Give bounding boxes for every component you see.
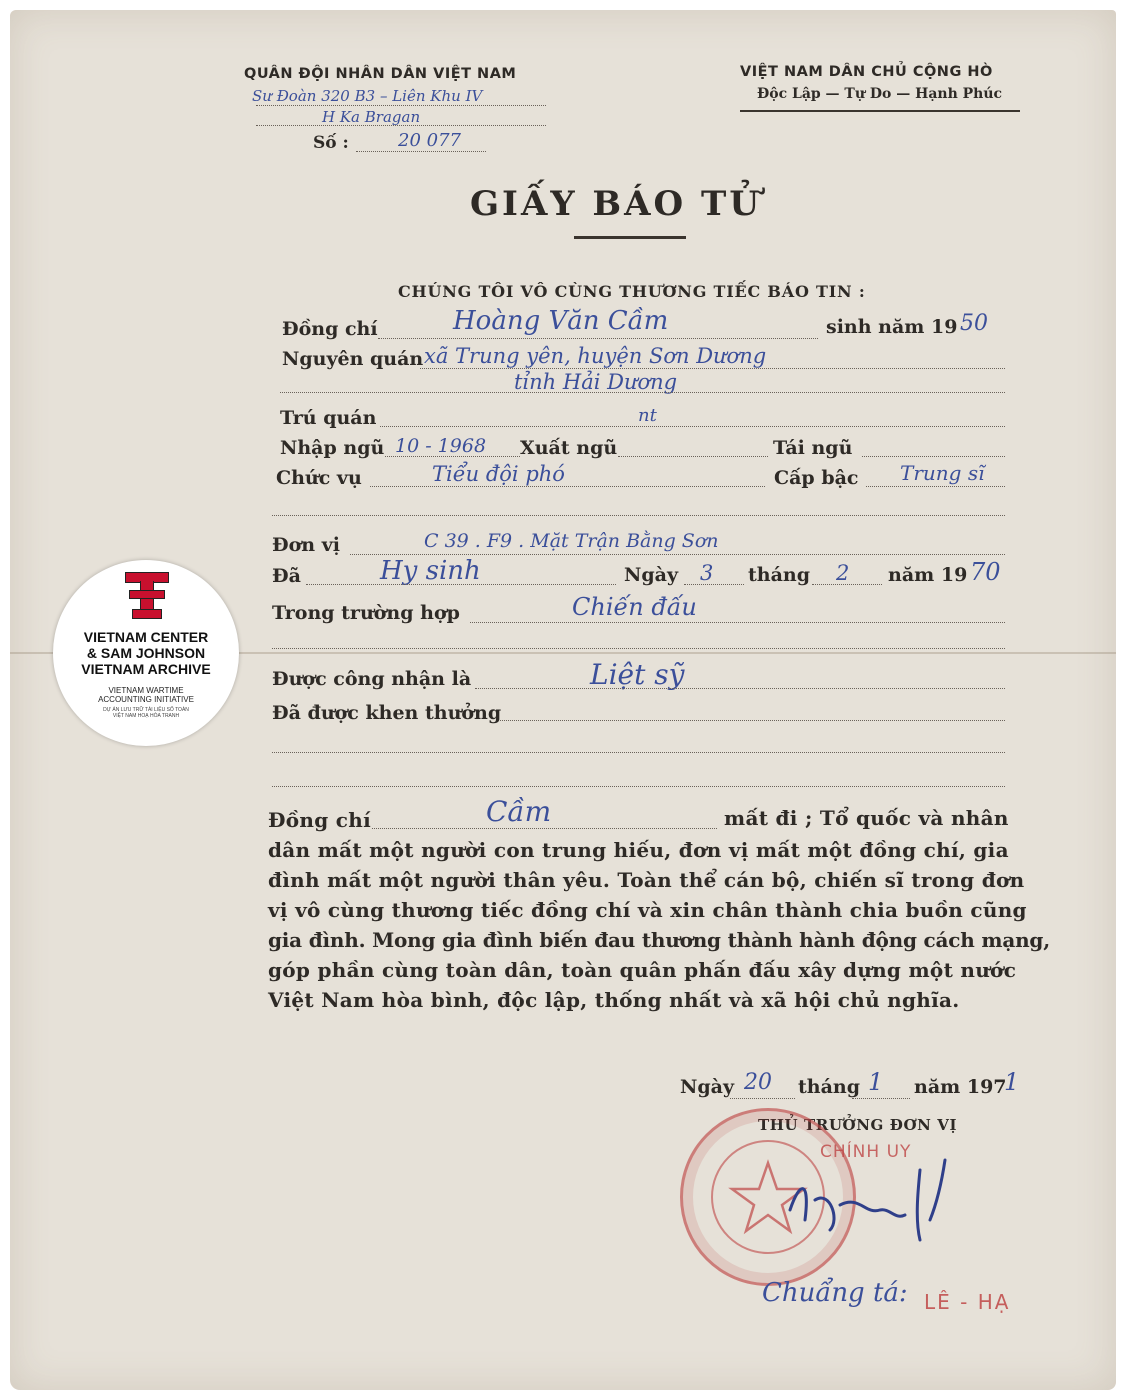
don-vi-dots — [350, 554, 1005, 555]
nam-value: 70 — [970, 558, 1001, 586]
tru-quan-label: Trú quán — [280, 407, 377, 429]
motto: Độc Lập — Tự Do — Hạnh Phúc — [757, 86, 1003, 102]
footer-thang-dots — [852, 1098, 910, 1099]
khen-thuong-label: Đã được khen thưởng — [272, 702, 502, 724]
cong-nhan-label: Được công nhận là — [272, 668, 472, 690]
unit-line-1: Sư Đoàn 320 B3 – Liên Khu IV — [252, 87, 483, 105]
nguyen-quan-dots-2 — [280, 392, 1005, 393]
title-ornament — [574, 236, 686, 239]
xuat-ngu-dots — [618, 456, 768, 457]
page-title: GIẤY BÁO TỬ — [470, 184, 762, 224]
so-value: 20 077 — [398, 130, 461, 151]
badge-line-1: VIETNAM CENTER — [83, 629, 209, 645]
khen-thuong-dots-3 — [272, 786, 1005, 787]
ngay-value: 3 — [700, 561, 714, 585]
ngay-label: Ngày — [624, 564, 679, 586]
chuc-vu-signer-label: Chuẩng tá: — [762, 1278, 908, 1308]
unit-line-1-dots — [256, 105, 546, 106]
chuc-vu-dots — [370, 486, 765, 487]
nguyen-quan-dots-1 — [420, 368, 1005, 369]
nguyen-quan-label: Nguyên quán — [282, 348, 424, 370]
handwritten-signature — [770, 1150, 980, 1250]
badge-line-6: DỰ ÁN LƯU TRỮ TÀI LIỆU SỐ TOÀN — [103, 707, 189, 713]
sinh-nam-label: sinh năm 19 — [826, 316, 958, 338]
da-label: Đã — [272, 565, 301, 587]
footer-nam-value: 1 — [1004, 1068, 1020, 1096]
body-line5: gia đình. Mong gia đình biến đau thương thành hành động cách mạng, — [268, 928, 1050, 952]
body-line3: đình mất một người thân yêu. Toàn thể cán bộ, chiến sĩ trong đơn — [268, 868, 1025, 892]
intro-text: CHÚNG TÔI VÔ CÙNG THƯƠNG TIẾC BÁO TIN : — [398, 282, 866, 301]
double-t-logo-icon — [125, 572, 167, 618]
da-dots — [306, 584, 616, 585]
nhap-ngu-value: 10 - 1968 — [395, 435, 487, 457]
unit-line-2: H Ka Bragan — [322, 108, 421, 126]
sinh-nam-value: 50 — [960, 311, 988, 336]
nam-label: năm 19 — [888, 564, 968, 586]
footer-ngay-dots — [730, 1098, 795, 1099]
chuc-vu-label: Chức vụ — [276, 467, 362, 489]
da-value: Hy sinh — [380, 556, 481, 586]
cong-nhan-value: Liệt sỹ — [590, 658, 685, 691]
truong-hop-value: Chiến đấu — [572, 593, 697, 621]
dong-chi-dots — [378, 338, 818, 339]
thang-dots — [812, 584, 882, 585]
unit-line-2-dots — [256, 125, 546, 126]
thu-truong-label: THỦ TRƯỞNG ĐƠN VỊ — [758, 1116, 958, 1134]
body-line2: dân mất một người con trung hiếu, đơn vị mất một đồng chí, gia — [268, 838, 1009, 862]
chinh-uy-stamp: CHÍNH UY — [820, 1142, 912, 1162]
cap-bac-label: Cấp bậc — [774, 467, 859, 489]
dong-chi-value: Hoàng Văn Cầm — [453, 306, 669, 336]
so-label: Số : — [313, 133, 349, 153]
cap-bac-dots — [866, 486, 1005, 487]
don-vi-label: Đơn vị — [272, 534, 340, 556]
nguyen-quan-value-2: tỉnh Hải Dương — [514, 370, 678, 394]
chuc-vu-dots-2 — [272, 515, 1005, 516]
nhap-ngu-label: Nhập ngũ — [280, 437, 385, 459]
badge-line-4: VIETNAM WARTIME — [108, 686, 184, 695]
nhap-ngu-dots — [385, 456, 520, 457]
body-line1-dots — [372, 828, 717, 829]
republic-header: VIỆT NAM DÂN CHỦ CỘNG HÒ — [740, 64, 993, 80]
badge-line-5: ACCOUNTING INITIATIVE — [98, 695, 194, 704]
footer-thang-value: 1 — [868, 1068, 884, 1096]
truong-hop-dots-2 — [272, 648, 1005, 649]
body-line6: góp phần cùng toàn dân, toàn quân phấn đấu xây dựng một nước — [268, 958, 1017, 982]
ngay-dots — [684, 584, 744, 585]
truong-hop-dots — [470, 622, 1005, 623]
thang-label: tháng — [748, 564, 811, 586]
cong-nhan-dots — [475, 688, 1005, 689]
nguyen-quan-value-1: xã Trung yên, huyện Sơn Dương — [424, 344, 767, 368]
badge-line-7: VIỆT NAM HOẠ HÒA TRANH — [112, 713, 180, 719]
archive-badge — [53, 560, 239, 746]
chuc-vu-value: Tiểu đội phó — [432, 462, 565, 486]
don-vi-value: C 39 . F9 . Mặt Trận Bằng Sơn — [424, 530, 719, 552]
badge-line-2: & SAM JOHNSON — [86, 645, 206, 661]
tru-quan-dots — [380, 426, 1005, 427]
badge-line-3: VIETNAM ARCHIVE — [81, 661, 211, 677]
xuat-ngu-label: Xuất ngũ — [520, 437, 618, 459]
footer-nam-label: năm 197 — [914, 1076, 1007, 1098]
signer-name: LÊ - HẠ — [924, 1290, 1011, 1314]
body-line7: Việt Nam hòa bình, độc lập, thống nhất và xã hội chủ nghĩa. — [268, 988, 960, 1012]
tru-quan-value: nt — [638, 405, 657, 426]
footer-thang-label: tháng — [798, 1076, 861, 1098]
khen-thuong-dots-2 — [272, 752, 1005, 753]
body-line4: vị vô cùng thương tiếc đồng chí và xin chân thành chia buồn cũng — [268, 898, 1027, 922]
footer-ngay-label: Ngày — [680, 1076, 735, 1098]
body-line1-label: Đồng chí — [268, 808, 372, 832]
motto-underline — [740, 110, 1020, 112]
dong-chi-label: Đồng chí — [282, 318, 378, 340]
army-header: QUÂN ĐỘI NHÂN DÂN VIỆT NAM — [244, 66, 517, 82]
truong-hop-label: Trong trường hợp — [272, 602, 460, 624]
body-line1-rest: mất đi ; Tổ quốc và nhân — [724, 806, 1009, 830]
so-dots — [356, 151, 486, 152]
tai-ngu-label: Tái ngũ — [773, 437, 853, 459]
khen-thuong-dots — [500, 720, 1005, 721]
tai-ngu-dots — [862, 456, 1005, 457]
thang-value: 2 — [836, 561, 850, 585]
body-line1-name: Cầm — [486, 795, 552, 828]
footer-ngay-value: 20 — [744, 1070, 772, 1095]
cap-bac-value: Trung sĩ — [900, 461, 985, 485]
